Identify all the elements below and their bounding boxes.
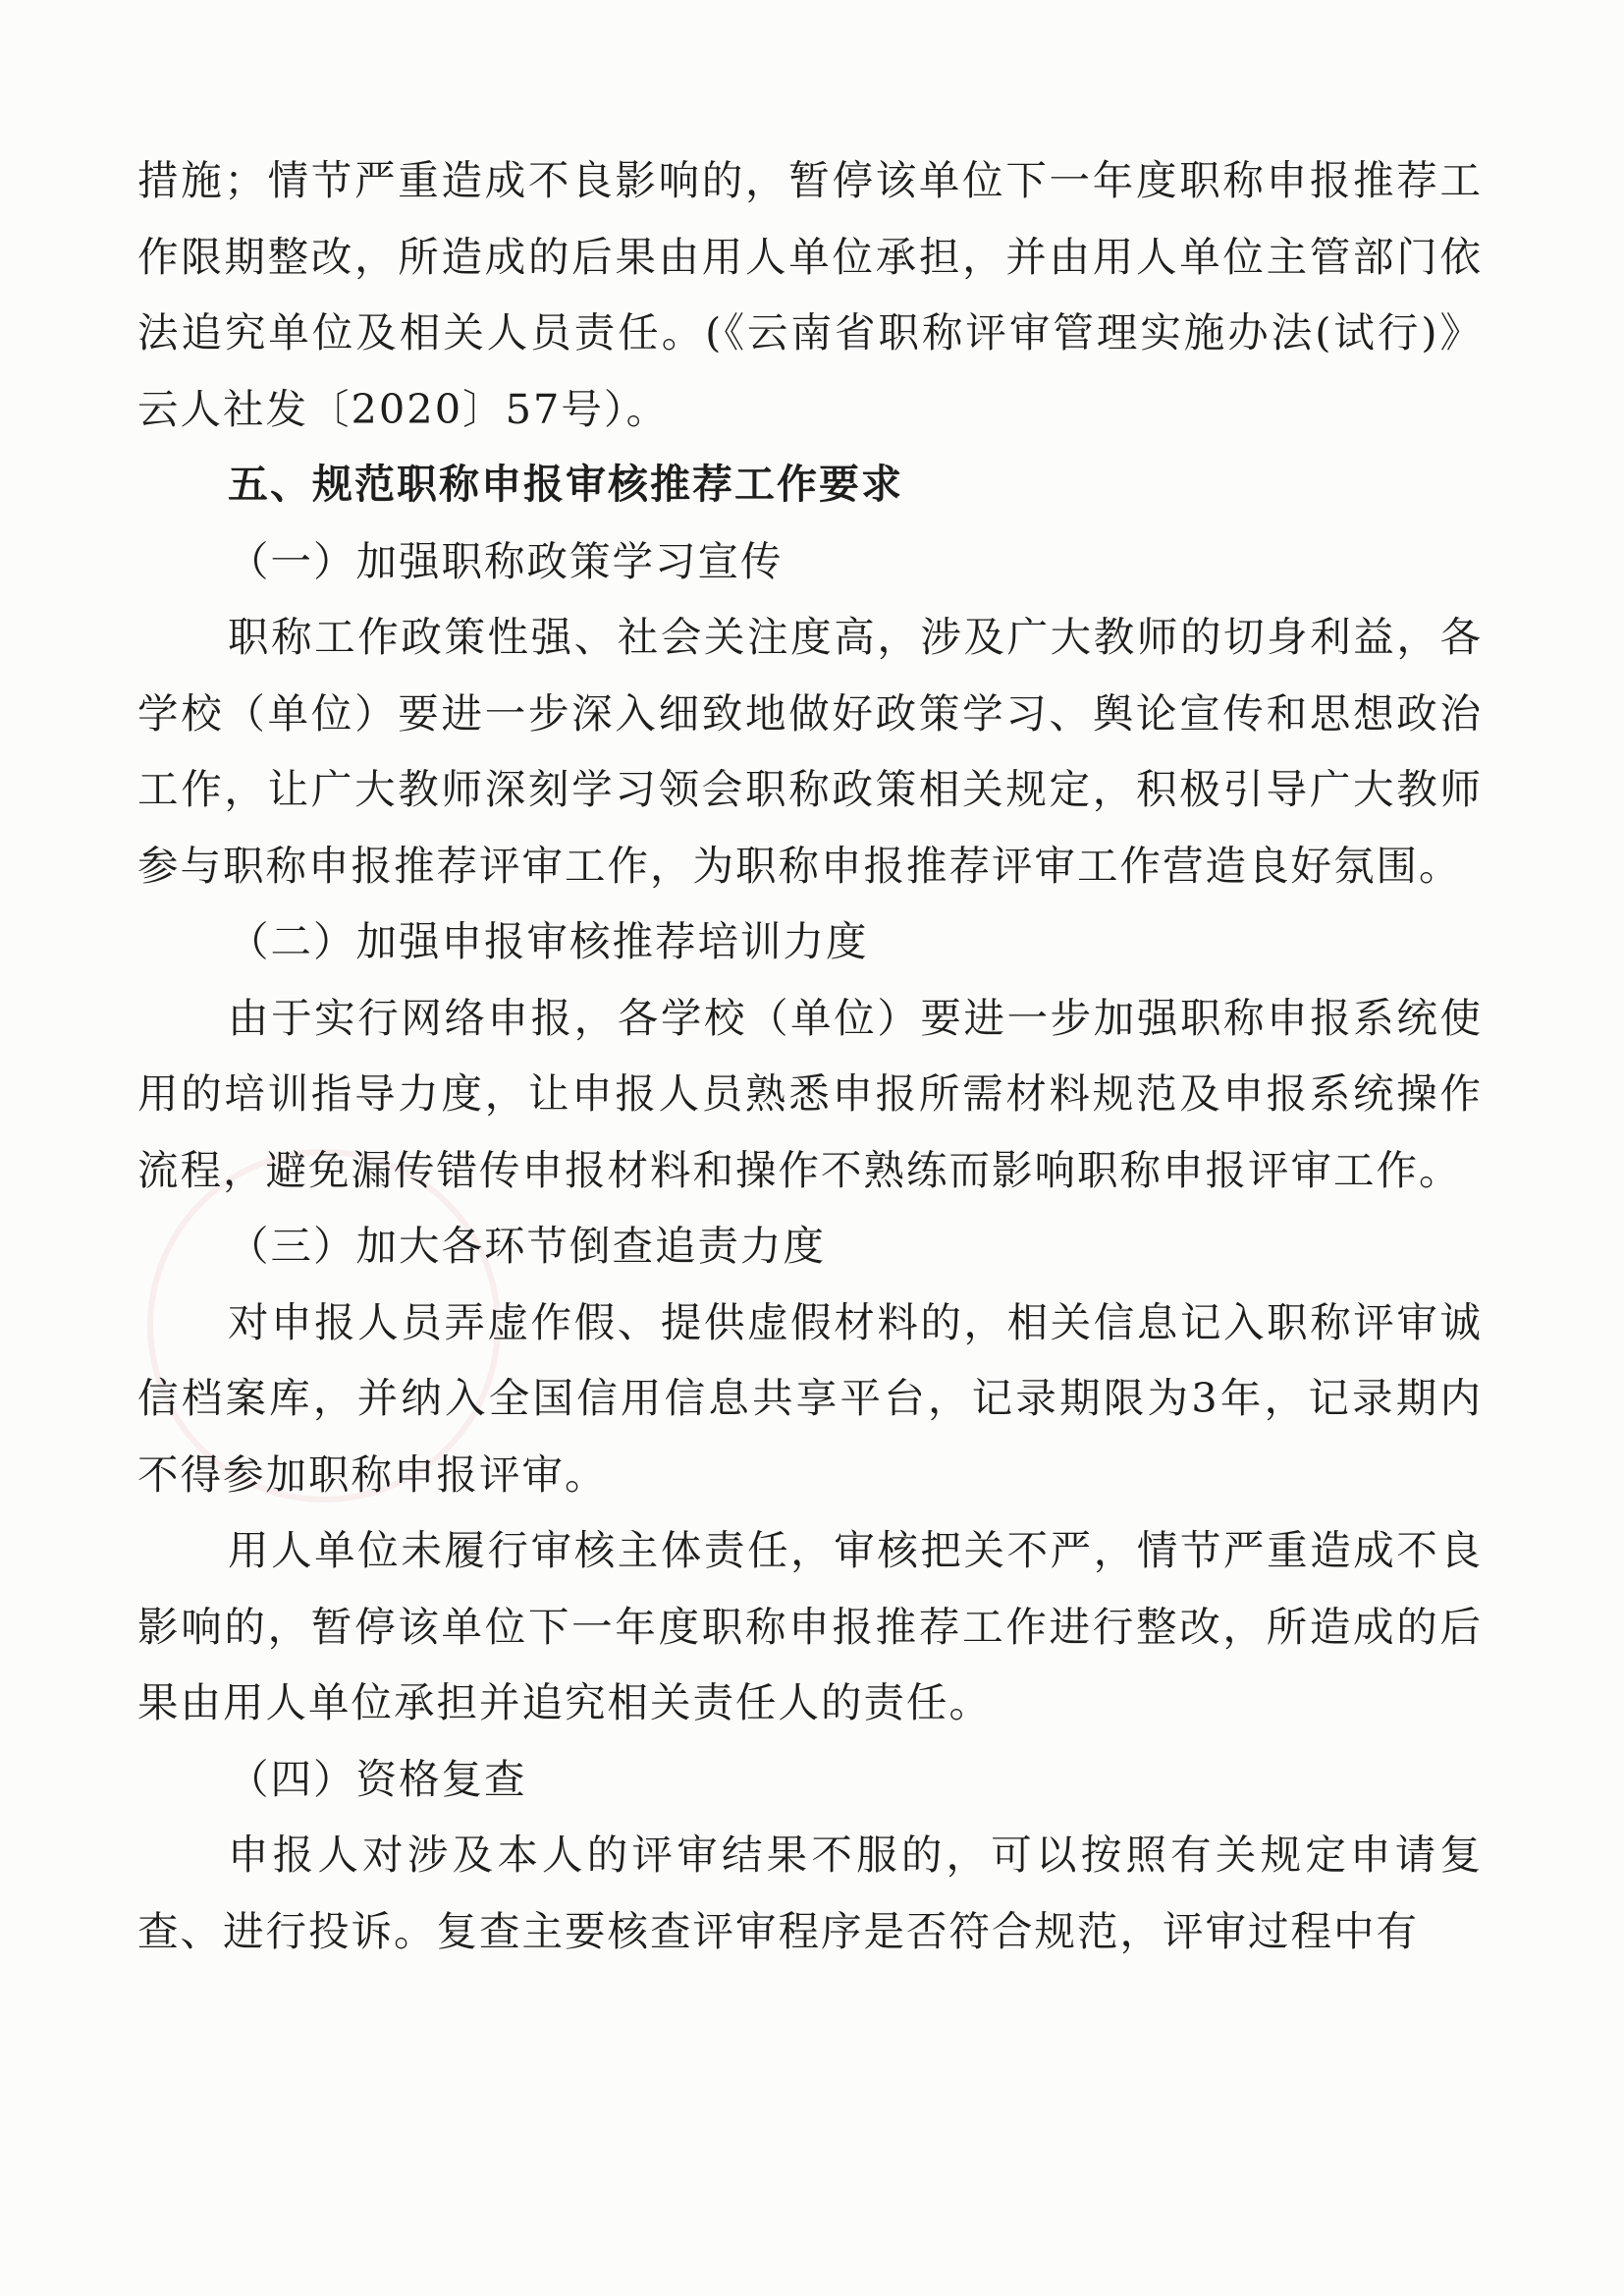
- subheading-policy-study: （一）加强职称政策学习宣传: [228, 536, 784, 585]
- paragraph-continued-penalty: 措施；情节严重造成不良影响的，暂停该单位下一年度职称申报推荐工作限期整改，所造成的后果由用人单位承担，并由用人单位主管部门依法追究单位及相关人员责任。(《云南省职称评审管理实施办法(试行)》云人社发〔2020〕57号）。: [137, 156, 1483, 433]
- section-heading-five: 五、规范职称申报审核推荐工作要求: [228, 461, 903, 508]
- paragraph-training: 由于实行网络申报，各学校（单位）要进一步加强职称申报系统使用的培训指导力度，让申报人员熟悉申报所需材料规范及申报系统操作流程，避免漏传错传申报材料和操作不熟练而影响职称申报评审工作。: [137, 993, 1483, 1194]
- paragraph-review-request: 申报人对涉及本人的评审结果不服的，可以按照有关规定申请复查、进行投诉。复查主要核查评审程序是否符合规范，评审过程中有: [137, 1831, 1483, 1955]
- document-body: [137, 142, 1483, 1969]
- subheading-qualification-review: （四）资格复查: [228, 1754, 527, 1803]
- paragraph-false-materials: 对申报人员弄虚作假、提供虚假材料的，相关信息记入职称评审诚信档案库，并纳入全国信用信息共享平台，记录期限为3年，记录期内不得参加职称申报评审。: [137, 1297, 1483, 1499]
- subheading-training: （二）加强申报审核推荐培训力度: [228, 917, 869, 965]
- paragraph-employer-responsibility: 用人单位未履行审核主体责任，审核把关不严，情节严重造成不良影响的，暂停该单位下一年度职称申报推荐工作进行整改，所造成的后果由用人单位承担并追究相关责任人的责任。: [137, 1526, 1483, 1726]
- paragraph-policy-study: 职称工作政策性强、社会关注度高，涉及广大教师的切身利益，各学校（单位）要进一步深入细致地做好政策学习、舆论宣传和思想政治工作，让广大教师深刻学习领会职称政策相关规定，积极引导广大教师参与职称申报推荐评审工作，为职称申报推荐评审工作营造良好氛围。: [137, 613, 1483, 890]
- subheading-accountability: （三）加大各环节倒查追责力度: [228, 1222, 827, 1270]
